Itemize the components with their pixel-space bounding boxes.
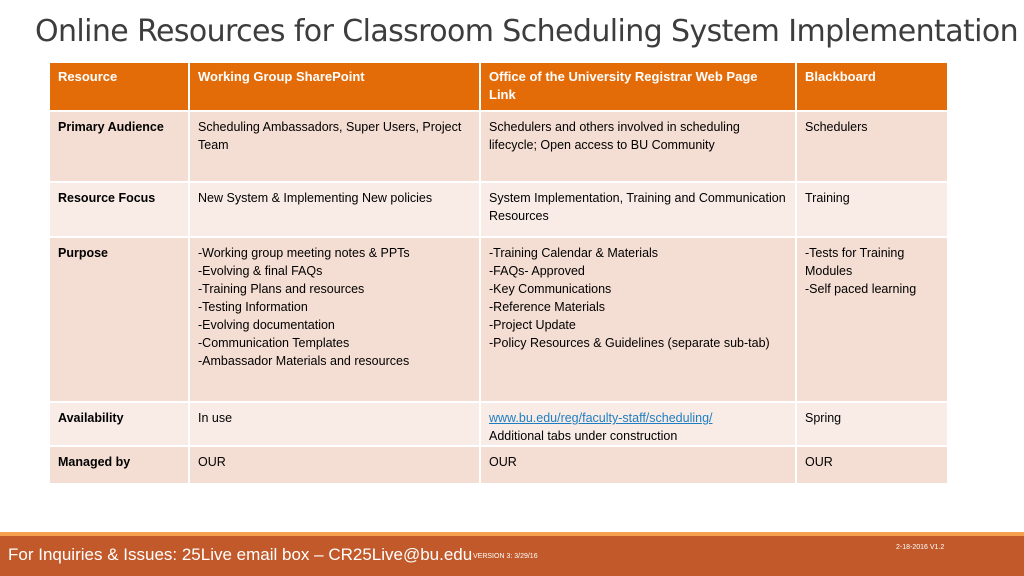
resources-table xyxy=(48,61,949,485)
footer-datecode: 2-18-2016 V1.2 xyxy=(896,544,945,551)
cell-focus-sharepoint xyxy=(189,182,480,237)
cell-line: -Key Communications xyxy=(489,282,612,296)
cell-line: -Evolving documentation xyxy=(198,318,335,332)
row-label-managed: Managed by xyxy=(49,446,189,484)
slide-title: Online Resources for Classroom Scheduling System Implementation xyxy=(35,14,1019,49)
cell-line: System Implementation, Training and Communication Resources xyxy=(489,191,786,223)
cell-line: -Training Plans and resources xyxy=(198,282,365,296)
cell-line: In use xyxy=(198,411,233,425)
cell-availability-sharepoint xyxy=(189,402,480,446)
row-label-audience: Primary Audience xyxy=(49,111,189,182)
row-label-availability: Availability xyxy=(49,402,189,446)
cell-line: Scheduling Ambassadors, Super Users, Project Team xyxy=(198,120,462,152)
header-sharepoint: Working Group SharePoint xyxy=(189,62,480,111)
cell-line: -Communication Templates xyxy=(198,336,350,350)
cell-focus-blackboard xyxy=(796,182,948,237)
table-row-managed xyxy=(49,446,948,484)
cell-line: -Evolving & final FAQs xyxy=(198,264,323,278)
cell-line: -Self paced learning xyxy=(805,282,917,296)
table-row-availability xyxy=(49,402,948,446)
row-label-focus: Resource Focus xyxy=(49,182,189,237)
cell-audience-blackboard xyxy=(796,111,948,182)
cell-purpose-registrar xyxy=(480,237,796,402)
cell-line: -Training Calendar & Materials xyxy=(489,246,659,260)
header-registrar: Office of the University Registrar Web Page Link xyxy=(480,62,796,111)
cell-line: -Testing Information xyxy=(198,300,308,314)
cell-managed-sharepoint xyxy=(189,446,480,484)
table-header-row xyxy=(49,62,948,111)
cell-line: New System & Implementing New policies xyxy=(198,191,433,205)
cell-managed-registrar xyxy=(480,446,796,484)
cell-audience-sharepoint xyxy=(189,111,480,182)
cell-line: -Tests for Training Modules xyxy=(805,246,905,278)
cell-line: Spring xyxy=(805,411,842,425)
header-resource: Resource xyxy=(49,62,189,111)
cell-managed-blackboard xyxy=(796,446,948,484)
cell-line: OUR xyxy=(489,455,517,469)
cell-line: -FAQs- Approved xyxy=(489,264,585,278)
cell-focus-registrar xyxy=(480,182,796,237)
cell-line: Training xyxy=(805,191,850,205)
cell-audience-registrar xyxy=(480,111,796,182)
cell-purpose-blackboard xyxy=(796,237,948,402)
cell-availability-blackboard xyxy=(796,402,948,446)
registrar-note: Additional tabs under construction xyxy=(489,429,678,443)
cell-line: OUR xyxy=(198,455,226,469)
cell-availability-registrar xyxy=(480,402,796,446)
cell-line: OUR xyxy=(805,455,833,469)
footer-version: VERSION 3: 3/29/16 xyxy=(473,553,538,560)
footer-inquiries: For Inquiries & Issues: 25Live email box – CR25Live@bu.edu xyxy=(8,545,473,564)
cell-line: Schedulers and others involved in scheduling lifecycle; Open access to BU Community xyxy=(489,120,740,152)
registrar-scheduling-link[interactable]: www.bu.edu/reg/faculty-staff/scheduling/ xyxy=(489,411,713,425)
row-label-purpose: Purpose xyxy=(49,237,189,402)
table-row-focus xyxy=(49,182,948,237)
cell-line: -Reference Materials xyxy=(489,300,606,314)
cell-line: -Ambassador Materials and resources xyxy=(198,354,410,368)
cell-line: Schedulers xyxy=(805,120,868,134)
cell-line: -Policy Resources & Guidelines (separate sub-tab) xyxy=(489,336,770,350)
table-row-audience xyxy=(49,111,948,182)
cell-line: -Project Update xyxy=(489,318,576,332)
header-blackboard: Blackboard xyxy=(796,62,948,111)
cell-line: -Working group meeting notes & PPTs xyxy=(198,246,410,260)
table-row-purpose xyxy=(49,237,948,402)
cell-purpose-sharepoint xyxy=(189,237,480,402)
